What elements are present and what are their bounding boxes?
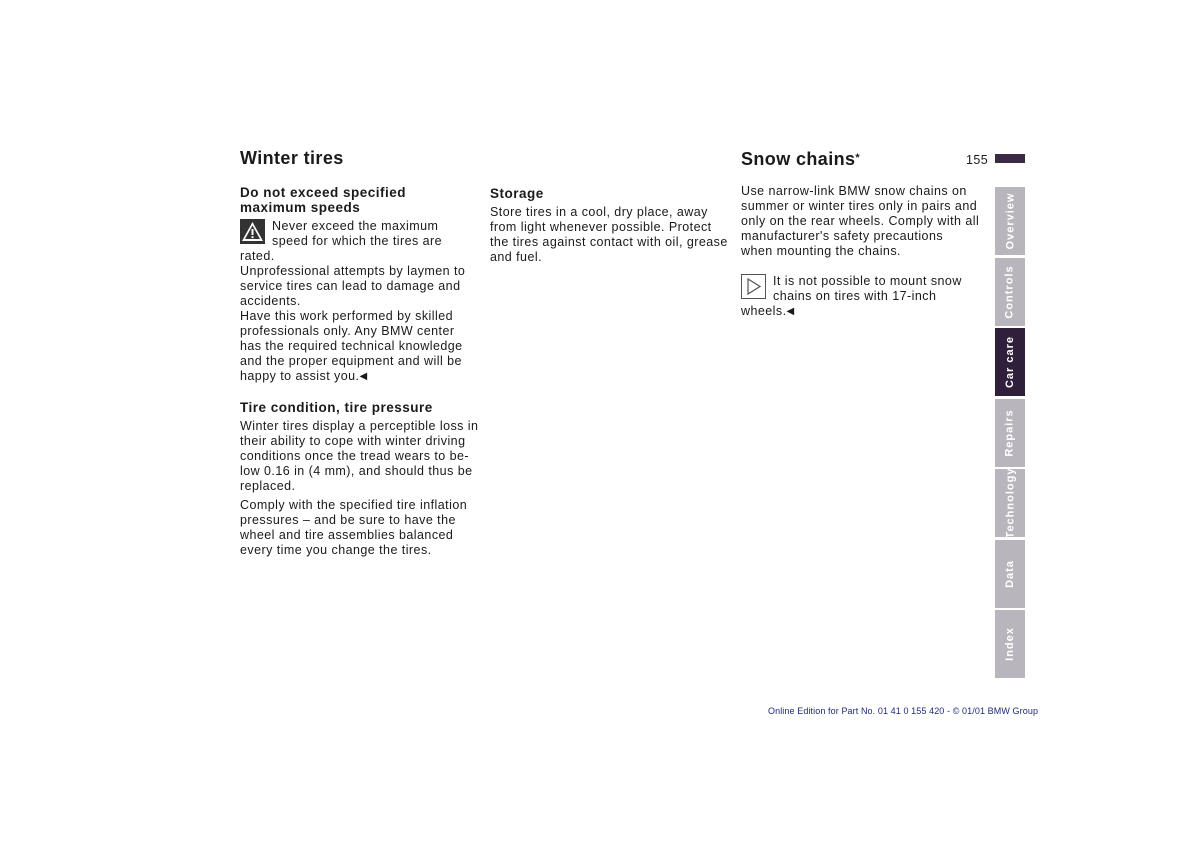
body-text-line: has the required technical knowledge [240,339,463,353]
body-text-line: replaced. [240,479,296,493]
warning-triangle-icon [240,219,265,244]
heading-tire-condition: Tire condition, tire pressure [240,400,433,415]
footer-edition-note: Online Edition for Part No. 01 41 0 155 420 - © 01/01 BMW Group [768,706,1039,716]
note-block [741,274,986,304]
page-number: 155 [966,153,989,167]
body-text-line: wheel and tire assemblies balanced [240,528,454,542]
body-text-line: the tires against contact with oil, grease [490,235,728,249]
warning-last-line: happy to assist you.◀ [240,369,368,383]
body-text-line: from light whenever possible. Protect [490,220,712,234]
end-mark-icon: ◀ [359,371,368,382]
storage-column [490,186,735,265]
heading-storage: Storage [490,186,544,201]
note-arrow-icon [741,274,766,299]
warning-text-line: speed for which the tires are [272,234,443,248]
tab-label: Data [1004,560,1016,588]
body-text-line: rated. [240,249,275,263]
snow-chains-paragraph [741,184,986,259]
page-number-bar [995,154,1025,163]
optional-equipment-asterisk: * [855,152,861,164]
body-text-line: professionals only. Any BMW center [240,324,455,338]
body-text-line: and the proper equipment and will be [240,354,462,368]
body-text-line: summer or winter tires only in pairs and [741,199,978,213]
body-text-line: their ability to cope with winter driving [240,434,466,448]
heading-max-speeds: Do not exceed specified maximum speeds [240,185,407,215]
body-text-line: pressures – and be sure to have the [240,513,456,527]
body-text-line: service tires can lead to damage and [240,279,461,293]
body-text-line: Have this work performed by skilled [240,309,454,323]
body-text-line: and fuel. [490,250,543,264]
tab-controls[interactable] [995,258,1025,326]
body-text-line: Unprofessional attempts by laymen to [240,264,466,278]
body-text-line: accidents. [240,294,301,308]
tab-repairs[interactable] [995,399,1025,467]
note-text-line: chains on tires with 17-inch [773,289,937,303]
tab-label: Controls [1004,265,1017,319]
warning-block [240,219,480,249]
note-last-line: wheels.◀ [741,304,795,318]
page-title-snow-chains: Snow chains* [741,149,861,169]
body-text-line: when mounting the chains. [741,244,901,258]
storage-paragraph [490,205,735,265]
tab-technology[interactable] [995,469,1025,537]
body-text-line: manufacturer's safety precautions [741,229,944,243]
tire-condition-paragraph [240,419,480,494]
tab-label: Repairs [1004,409,1017,457]
body-text-line: Use narrow-link BMW snow chains on [741,184,967,198]
body-text-line: low 0.16 in (4 mm), and should thus be [240,464,473,478]
warning-text-line: Never exceed the maximum [272,219,439,233]
tab-data[interactable] [995,540,1025,608]
tab-label: Technology [1004,467,1017,539]
warning-continuation [240,249,480,369]
snow-chains-column [741,184,986,319]
end-mark-icon: ◀ [786,306,795,317]
page-title-winter-tires: Winter tires [240,148,344,168]
tab-label: Car care [1004,335,1017,389]
tire-inflation-paragraph [240,498,480,558]
body-text-line: Comply with the specified tire inflation [240,498,468,512]
body-text-line: Store tires in a cool, dry place, away [490,205,708,219]
body-text-line: conditions once the tread wears to be- [240,449,470,463]
body-text-line: only on the rear wheels. Comply with all [741,214,980,228]
winter-tires-column [240,185,480,558]
note-text-line: It is not possible to mount snow [773,274,962,288]
body-text-line: every time you change the tires. [240,543,432,557]
tab-label: Index [1004,627,1017,661]
tab-index[interactable] [995,610,1025,678]
tab-label: Overview [1004,192,1017,250]
body-text-line: Winter tires display a perceptible loss in [240,419,479,433]
tab-overview[interactable] [995,187,1025,255]
tab-car-care[interactable] [995,328,1025,396]
